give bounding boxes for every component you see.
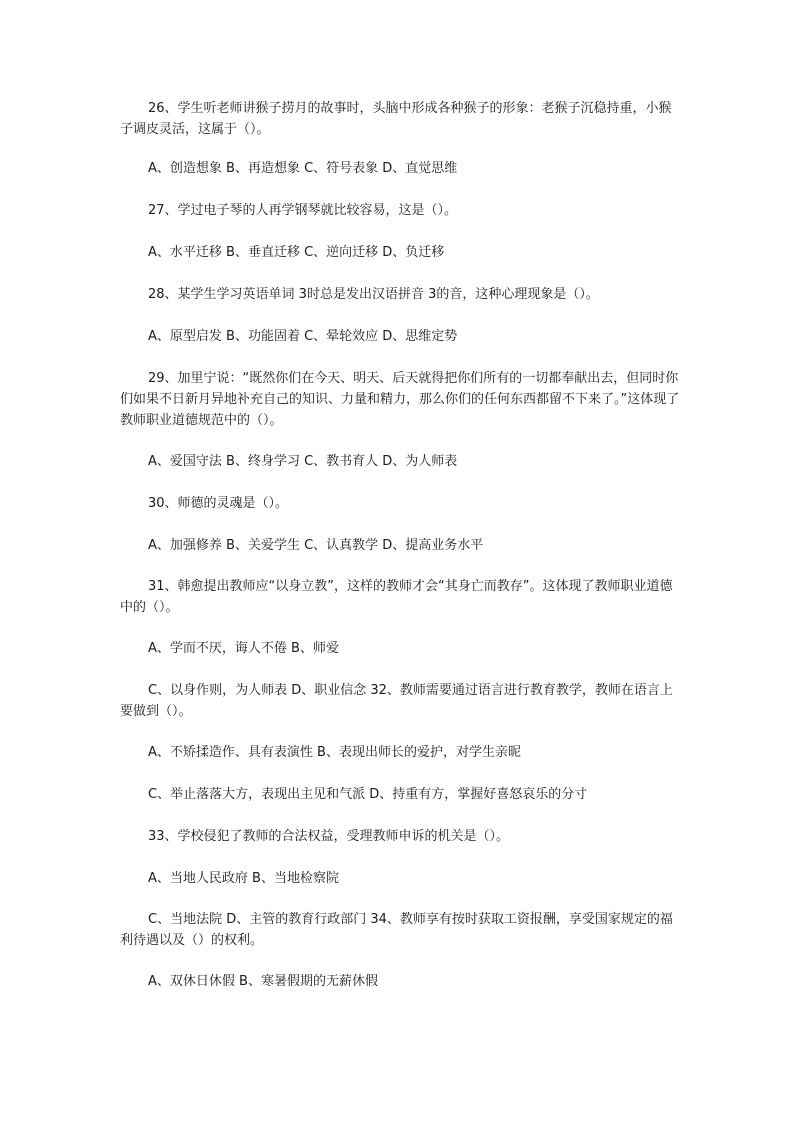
question-34-options-ab: A、双休日休假 B、寒暑假期的无薪休假: [148, 974, 378, 989]
question-30-options: A、加强修养 B、关爱学生 C、认真教学 D、提高业务水平: [148, 538, 484, 553]
question-32-options-ab: A、不矫揉造作、具有表演性 B、表现出师长的爱护，对学生亲昵: [148, 745, 521, 760]
question-31: 31、韩愈提出教师应“以身立教”，这样的教师才会“其身亡而教存”。这体现了教师职业道德中的（）。: [120, 579, 673, 615]
question-27-options: A、水平迁移 B、垂直迁移 C、逆向迁移 D、负迁移: [148, 245, 445, 260]
question-26-options: A、创造想象 B、再造想象 C、符号表象 D、直觉思维: [148, 161, 458, 176]
question-33-options-ab: A、当地人民政府 B、当地检察院: [148, 871, 339, 886]
question-32-options-cd: C、举止落落大方，表现出主见和气派 D、持重有方，掌握好喜怒哀乐的分寸: [148, 787, 588, 802]
question-26: 26、学生听老师讲猴子捞月的故事时，头脑中形成各种猴子的形象：老猴子沉稳持重，小猴子调皮灵活，这属于（）。: [120, 101, 672, 137]
question-27: 27、学过电子琴的人再学钢琴就比较容易，这是（）。: [148, 203, 458, 218]
question-31-options-ab: A、学而不厌，诲人不倦 B、师爱: [148, 641, 339, 656]
question-29: 29、加里宁说：“既然你们在今天、明天、后天就得把你们所有的一切都奉献出去，但同时你们如果不日新月异地补充自己的知识、力量和精力，那么你们的任何东西都留不下来了。”这体现了教师职业道德规范中的（）。: [120, 371, 680, 428]
question-30: 30、师德的灵魂是（）。: [148, 496, 289, 511]
question-28-options: A、原型启发 B、功能固着 C、晕轮效应 D、思维定势: [148, 329, 458, 344]
question-31-options-cd-question-32: C、以身作则，为人师表 D、职业信念 32、教师需要通过语言进行教育教学，教师在语言上要做到（）。: [120, 683, 673, 719]
question-33: 33、学校侵犯了教师的合法权益，受理教师申诉的机关是（）。: [148, 829, 510, 844]
question-28: 28、某学生学习英语单词 3时总是发出汉语拼音 3的音，这种心理现象是（）。: [148, 287, 599, 302]
question-33-options-cd-question-34: C、当地法院 D、主管的教育行政部门 34、教师享有按时获取工资报酬，享受国家规定的福利待遇以及（）的权利。: [120, 912, 673, 948]
question-29-options: A、爱国守法 B、终身学习 C、教书育人 D、为人师表: [148, 454, 458, 469]
